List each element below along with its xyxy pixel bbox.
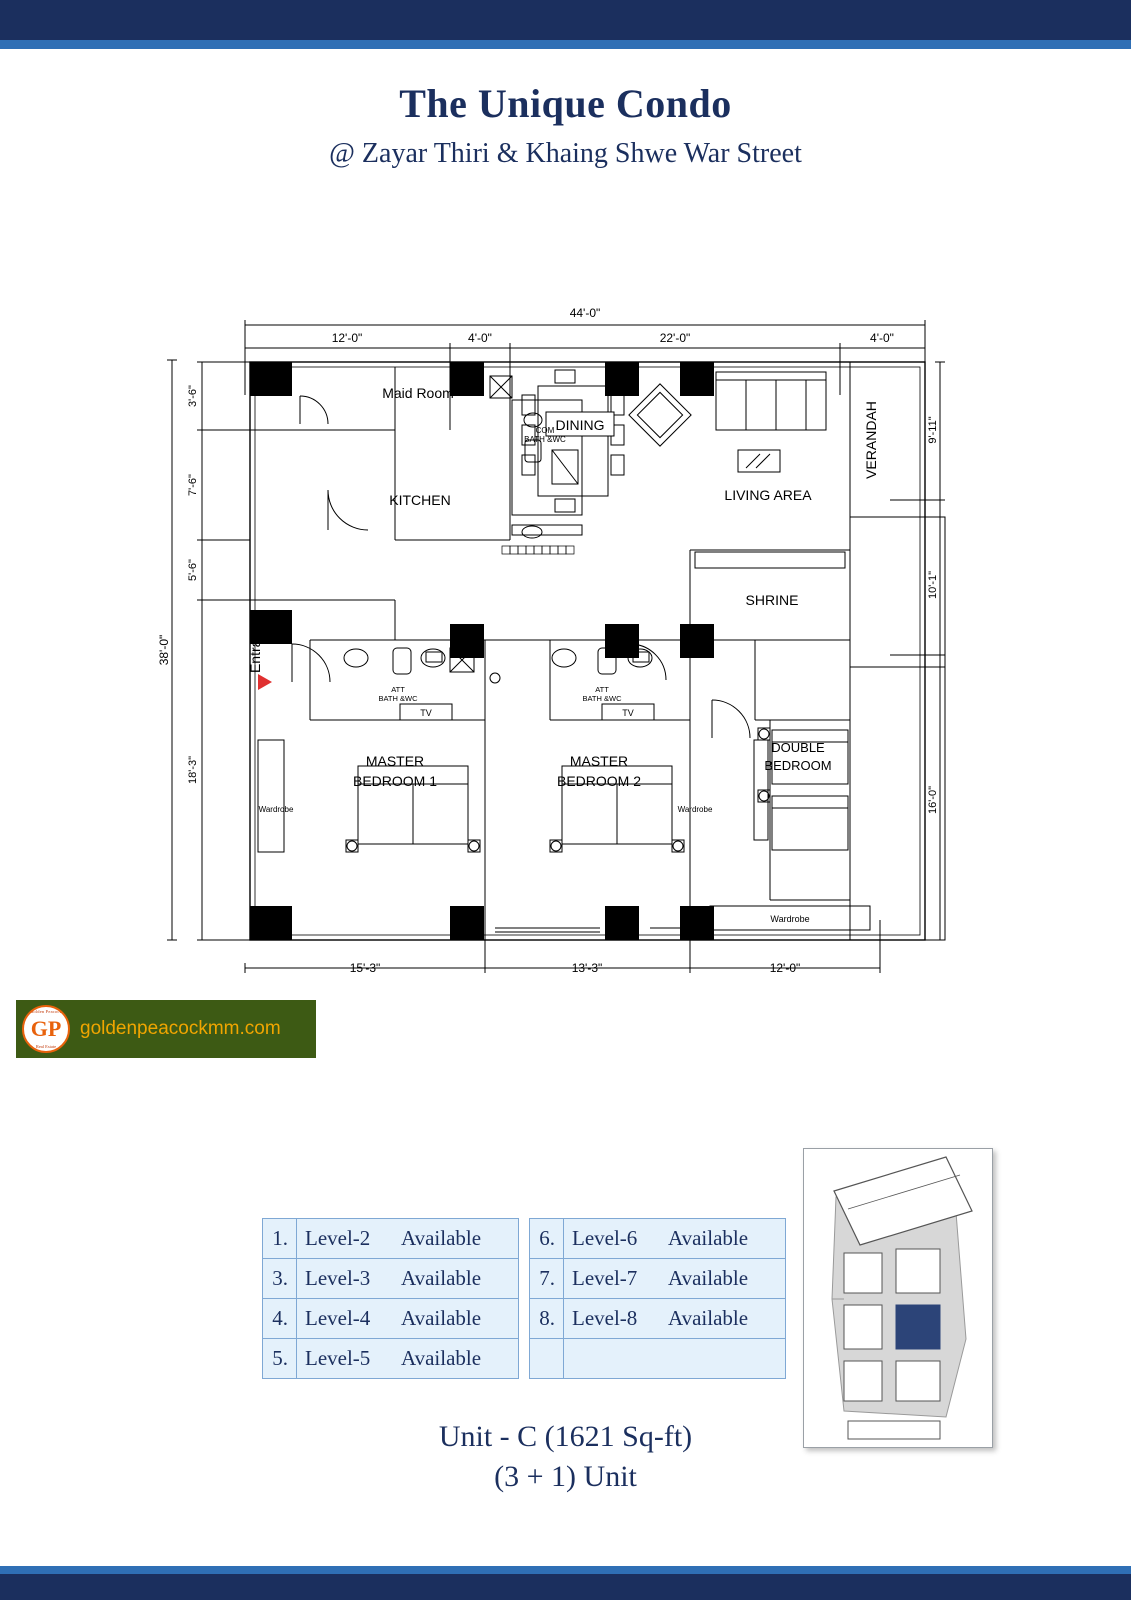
dim-overall-height: 38'-0" [157, 634, 171, 666]
dim-bottom-3: 12'-0" [769, 961, 801, 975]
unit-area-label: Unit - C (1621 Sq-ft) [438, 1420, 693, 1453]
room-label-att-bath-2b: BATH &WC [582, 694, 622, 703]
room-label-shrine: SHRINE [745, 592, 799, 608]
row-number: 7. [530, 1259, 564, 1299]
logo-banner[interactable] [16, 1000, 316, 1058]
table-row[interactable] [530, 1259, 786, 1299]
status-badge: Available [668, 1306, 749, 1330]
row-number: 4. [263, 1299, 297, 1339]
room-label-double-b: BEDROOM [764, 758, 832, 773]
room-label-double-a: DOUBLE [771, 740, 825, 755]
label-tv-1: TV [420, 708, 432, 718]
dim-left-1: 3'-6" [187, 385, 199, 407]
room-label-entrance: Entrance [247, 616, 263, 674]
page-subtitle: @ Zayar Thiri & Khaing Shwe War Street [329, 138, 802, 169]
room-label-com-bath-2: BATH &WC [524, 435, 566, 444]
label-wardrobe-2: Wardrobe [677, 805, 713, 814]
level-label: Level-7 [572, 1266, 638, 1290]
table-row-empty [530, 1339, 786, 1379]
room-label-att-bath-1a: ATT [391, 685, 405, 694]
row-number: 8. [530, 1299, 564, 1339]
site-key-map [803, 1148, 993, 1448]
level-label: Level-5 [305, 1346, 371, 1370]
level-label: Level-3 [305, 1266, 371, 1290]
dim-top-1: 12'-0" [331, 331, 363, 345]
table-row[interactable] [263, 1339, 519, 1379]
room-label-verandah: VERANDAH [863, 401, 879, 479]
dim-bottom-1: 15'-3" [349, 961, 381, 975]
room-label-att-bath-1b: BATH &WC [378, 694, 418, 703]
website-label: goldenpeacockmm.com [80, 1018, 281, 1039]
room-label-dining: DINING [555, 417, 605, 433]
dim-right-3: 16'-0" [927, 785, 939, 815]
level-label [564, 1339, 786, 1379]
row-number: 6. [530, 1219, 564, 1259]
room-label-master2-a: MASTER [569, 753, 629, 769]
row-number: 1. [263, 1219, 297, 1259]
status-badge: Available [401, 1266, 482, 1290]
room-label-kitchen: KITCHEN [389, 492, 451, 508]
level-label: Level-6 [572, 1226, 638, 1250]
room-label-master1-a: MASTER [365, 753, 425, 769]
row-number [530, 1339, 564, 1379]
room-label-att-bath-2a: ATT [595, 685, 609, 694]
label-wardrobe-1: Wardrobe [258, 805, 294, 814]
unit-type-label: (3 + 1) Unit [494, 1460, 637, 1493]
room-label-master1-b: BEDROOM 1 [352, 773, 438, 789]
status-badge: Available [401, 1306, 482, 1330]
page-title: The Unique Condo [399, 81, 732, 126]
table-row[interactable] [263, 1299, 519, 1339]
level-label: Level-8 [572, 1306, 638, 1330]
room-label-com-bath-1: COM [535, 426, 555, 435]
dim-top-3: 22'-0" [659, 331, 691, 345]
dim-left-3: 5'-6" [187, 559, 199, 581]
logo-arc-top-text: Golden Peacock [29, 1009, 63, 1014]
dim-top-2: 4'-0" [468, 331, 492, 345]
level-label: Level-4 [305, 1306, 371, 1330]
dim-right-1: 9'-11" [927, 416, 939, 444]
logo-arc-bottom-text: Real Estate [35, 1044, 57, 1049]
status-badge: Available [401, 1346, 482, 1370]
dim-bottom-2: 13'-3" [571, 961, 603, 975]
room-label-living-area: LIVING AREA [724, 487, 812, 503]
status-badge: Available [401, 1226, 482, 1250]
row-number: 3. [263, 1259, 297, 1299]
floor-plan [150, 300, 970, 1000]
table-row[interactable] [263, 1219, 519, 1259]
logo-icon [22, 1005, 70, 1053]
dim-left-4: 18'-3" [187, 755, 199, 785]
dim-left-2: 7'-6" [187, 474, 199, 496]
label-wardrobe-3: Wardrobe [770, 914, 810, 924]
top-accent-bar [0, 40, 1131, 49]
label-tv-2: TV [622, 708, 634, 718]
dim-right-2: 10'-1" [927, 570, 939, 600]
availability-table-left [262, 1218, 519, 1379]
bottom-accent-bar [0, 1566, 1131, 1574]
table-row[interactable] [263, 1259, 519, 1299]
level-label: Level-2 [305, 1226, 371, 1250]
logo-monogram: GP [30, 1016, 62, 1041]
table-row[interactable] [530, 1299, 786, 1339]
room-label-maid-room: Maid Room [382, 385, 454, 401]
availability-table-right [529, 1218, 786, 1379]
dim-overall-width: 44'-0" [569, 306, 601, 320]
status-badge: Available [668, 1266, 749, 1290]
availability-tables [262, 1218, 786, 1379]
bottom-bar [0, 1574, 1131, 1600]
dim-top-4: 4'-0" [870, 331, 894, 345]
room-label-master2-b: BEDROOM 2 [556, 773, 642, 789]
row-number: 5. [263, 1339, 297, 1379]
highlighted-unit [896, 1305, 940, 1349]
top-bar [0, 0, 1131, 40]
table-row[interactable] [530, 1219, 786, 1259]
status-badge: Available [668, 1226, 749, 1250]
